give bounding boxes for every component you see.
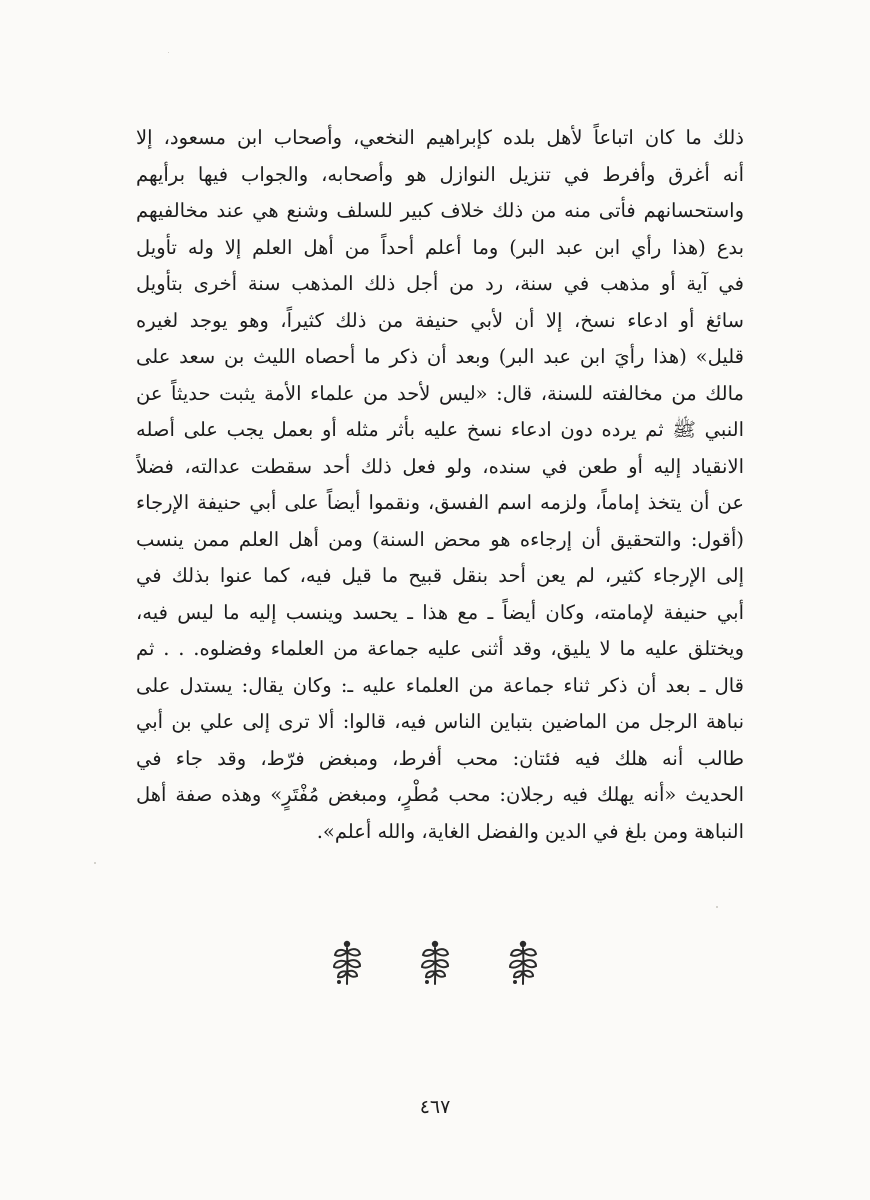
floral-ornament-icon bbox=[506, 938, 540, 986]
page-number: ٤٦٧ bbox=[419, 1096, 451, 1118]
text-line: أبي حنيفة لإمامته، وكان أيضاً ـ مع هذا ـ يحسد وينسب إليه ما ليس فيه، bbox=[136, 600, 744, 624]
text-line: مالك من مخالفته للسنة، قال: «ليس لأحد من علماء الأمة يثبت حديثاً عن bbox=[136, 381, 744, 405]
paper-speck bbox=[94, 862, 96, 864]
text-line: إلى الإرجاء كثير، لم يعن أحد بنقل قبيح ما قيل فيه، كما عنوا بذلك في bbox=[136, 564, 744, 587]
text-line: أنه أغرق وأفرط في تنزيل النوازل هو وأصحابه، والجواب فيها برأيهم bbox=[136, 162, 744, 186]
text-line: نباهة الرجل من الماضين بتباين الناس فيه، قالوا: ألا ترى إلى علي بن أبي bbox=[136, 710, 744, 733]
section-end-ornaments bbox=[330, 938, 540, 988]
text-line: واستحسانهم فأتى منه من ذلك خلاف كبير للسلف وشنع هي عند مخالفيهم bbox=[136, 199, 744, 222]
text-line: الحديث «أنه يهلك فيه رجلان: محب مُطْرٍ، ومبغض مُفْتَرٍ» وهذه صفة أهل bbox=[136, 783, 744, 806]
text-line: سائغ أو ادعاء نسخ، إلا أن لأبي حنيفة من ذلك كثيراً، وهو يوجد لغيره bbox=[136, 308, 744, 332]
body-text bbox=[136, 120, 744, 850]
text-line-last: النباهة ومن بلغ في الدين والفضل الغاية، والله أعلم». bbox=[316, 819, 744, 843]
text-line: قليل» (هذا رأيَ ابن عبد البر) وبعد أن ذكر ما أحصاه الليث بن سعد على bbox=[136, 345, 744, 368]
text-line: بدع (هذا رأي ابن عبد البر) وما أعلم أحداً من أهل العلم إلا وله تأويل bbox=[136, 235, 744, 259]
text-line: ويختلق عليه ما لا يليق، وقد أثنى عليه جماعة من العلماء وفضلوه. . . ثم bbox=[136, 637, 744, 660]
text-line: (أقول: والتحقيق أن إرجاءه هو محض السنة) ومن أهل العلم ممن ينسب bbox=[136, 527, 744, 551]
text-line: ذلك ما كان اتباعاً لأهل بلده كإبراهيم النخعي، وأصحاب ابن مسعود، إلا bbox=[136, 126, 744, 149]
text-line: عن أن يتخذ إماماً، ولزمه اسم الفسق، ونقموا أيضاً على أبي حنيفة الإرجاء bbox=[136, 491, 744, 514]
text-line: في آية أو مذهب في سنة، رد من أجل ذلك المذهب سنة أخرى بتأويل bbox=[136, 272, 744, 295]
paper-speck bbox=[716, 906, 718, 908]
text-line: قال ـ بعد أن ذكر ثناء جماعة من العلماء عليه ـ: وكان يقال: يستدل على bbox=[136, 673, 744, 697]
floral-ornament-icon bbox=[418, 938, 452, 986]
text-line: النبي ﷺ ثم يرده دون ادعاء نسخ عليه بأثر مثله أو بعمل يجب على أصله bbox=[136, 418, 744, 441]
text-line: الانقياد إليه أو طعن في سنده، ولو فعل ذلك أحد سقطت عدالته، فضلاً bbox=[136, 454, 744, 478]
text-line: طالب أنه هلك فيه فئتان: محب أفرط، ومبغض فرّط، وقد جاء في bbox=[136, 746, 744, 770]
floral-ornament-icon bbox=[330, 938, 364, 986]
paper-speck bbox=[168, 52, 169, 53]
